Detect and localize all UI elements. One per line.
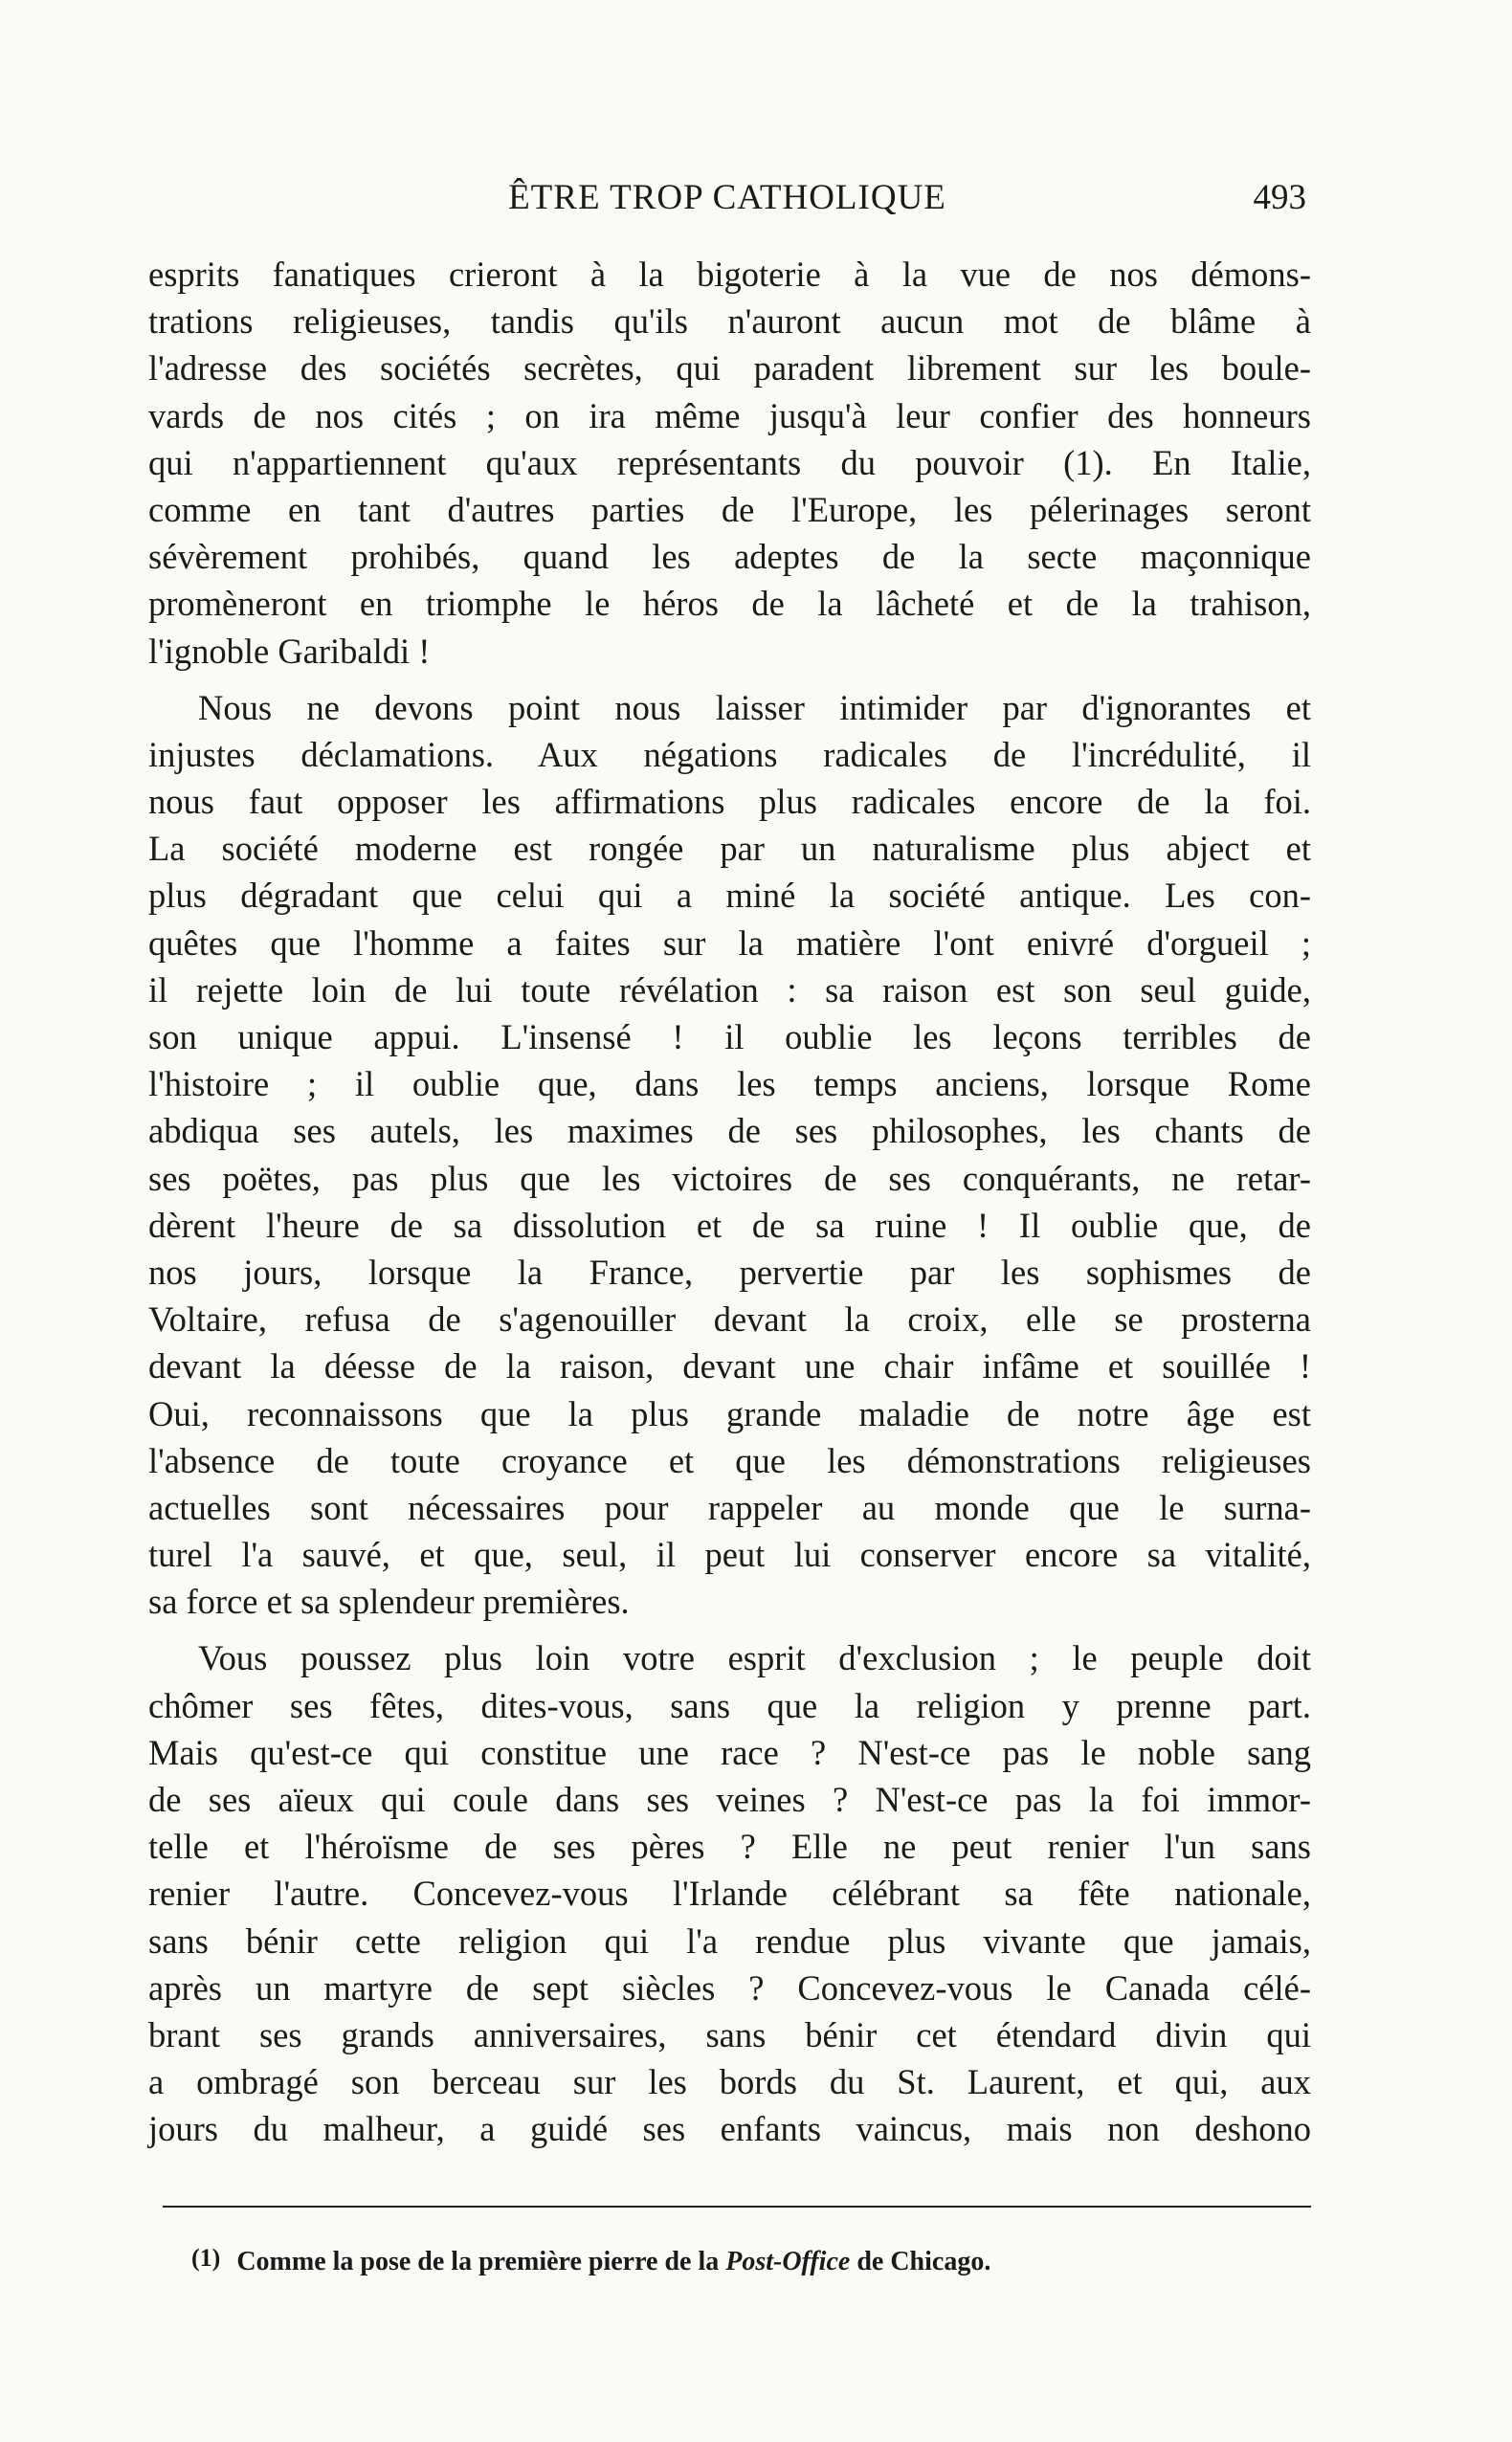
text-line: sa force et sa splendeur premières. (148, 1582, 630, 1622)
text-line: qui n'appartiennent qu'aux représentants du pouvoir (1). En Italie, (148, 442, 1311, 482)
text-line: chômer ses fêtes, dites-vous, sans que la religion y prenne part. (148, 1685, 1311, 1725)
text-line: son unique appui. L'insensé ! il oublie les leçons terribles de (148, 1017, 1311, 1056)
text-line: vards de nos cités ; on ira même jusqu'à leur confier des honneurs (148, 395, 1311, 435)
text-line: Oui, reconnaissons que la plus grande maladie de notre âge est (148, 1393, 1311, 1433)
text-line: l'adresse des sociétés secrètes, qui paradent librement sur les boule- (148, 348, 1311, 388)
page-header (148, 177, 1306, 225)
text-line: quêtes que l'homme a faites sur la matière l'ont enivré d'orgueil ; (148, 922, 1311, 963)
text-line: renier l'autre. Concevez-vous l'Irlande célébrant sa fête nationale, (148, 1874, 1311, 1914)
footnote-text-end: de Chicago. (856, 2247, 991, 2276)
text-line: de ses aïeux qui coule dans ses veines ? N'est-ce pas la foi immor- (148, 1780, 1311, 1819)
text-line: l'absence de toute croyance et que les démonstrations religieuses (148, 1440, 1311, 1480)
text-line: l'histoire ; il oublie que, dans les temps anciens, lorsque Rome (148, 1064, 1311, 1104)
text-line: devant la déesse de la raison, devant une chair infâme et souillée ! (148, 1346, 1311, 1387)
running-title: ÊTRE TROP CATHOLIQUE (508, 178, 946, 217)
text-line: Mais qu'est-ce qui constitue une race ? N'est-ce pas le noble sang (148, 1732, 1311, 1772)
text-line: il rejette loin de lui toute révélation : sa raison est son seul guide, (148, 969, 1311, 1010)
text-line: abdiqua ses autels, les maximes de ses philosophes, les chants de (148, 1111, 1311, 1151)
text-line: Vous poussez plus loin votre esprit d'exclusion ; le peuple doit (198, 1638, 1311, 1678)
text-line: comme en tant d'autres parties de l'Europe, les pélerinages seront (148, 489, 1311, 529)
body-text (148, 251, 1311, 2153)
text-line: brant ses grands anniversaires, sans bénir cet étendard divin qui (148, 2014, 1311, 2054)
text-line: nous faut opposer les affirmations plus radicales encore de la foi. (148, 782, 1311, 822)
paragraph-2 (148, 684, 1311, 1626)
text-line: turel l'a sauvé, et que, seul, il peut lui conserver encore sa vitalité, (148, 1535, 1311, 1575)
text-line: injustes déclamations. Aux négations radicales de l'incrédulité, il (148, 734, 1311, 774)
text-line: trations religieuses, tandis qu'ils n'auront aucun mot de blâme à (148, 301, 1311, 342)
text-line: La société moderne est rongée par un naturalisme plus abject et (148, 829, 1311, 869)
footnote-divider (163, 2206, 1311, 2208)
page-number: 493 (1253, 178, 1306, 217)
text-line: telle et l'héroïsme de ses pères ? Elle ne peut renier l'un sans (148, 1827, 1311, 1867)
text-line: plus dégradant que celui qui a miné la société antique. Les con- (148, 876, 1311, 916)
text-line: nos jours, lorsque la France, pervertie par les sophismes de (148, 1252, 1311, 1292)
text-line: promèneront en triomphe le héros de la lâcheté et de la trahison, (148, 584, 1311, 624)
footnote-marker: (1) (191, 2244, 221, 2272)
text-line: esprits fanatiques crieront à la bigoterie à la vue de nos démons- (148, 255, 1311, 294)
text-line: ses poëtes, pas plus que les victoires de ses conquérants, ne retar- (148, 1158, 1311, 1198)
footnote-text: Comme la pose de la première pierre de la (236, 2247, 720, 2276)
text-line: Nous ne devons point nous laisser intimider par d'ignorantes et (198, 687, 1311, 727)
paragraph-3 (148, 1634, 1311, 2152)
footnote-italic: Post-Office (725, 2247, 851, 2276)
text-line: sans bénir cette religion qui l'a rendue plus vivante que jamais, (148, 1920, 1311, 1961)
footnote (191, 2244, 990, 2277)
text-line: actuelles sont nécessaires pour rappeler au monde que le surna- (148, 1487, 1311, 1527)
text-line: sévèrement prohibés, quand les adeptes de la secte maçonnique (148, 537, 1311, 577)
text-line: dèrent l'heure de sa dissolution et de sa ruine ! Il oublie que, de (148, 1205, 1311, 1245)
text-line: jours du malheur, a guidé ses enfants vaincus, mais non deshono (148, 2109, 1311, 2149)
text-line: l'ignoble Garibaldi ! (148, 631, 431, 671)
text-line: a ombragé son berceau sur les bords du St. Laurent, et qui, aux (148, 2062, 1311, 2102)
paragraph-1 (148, 251, 1311, 675)
text-line: Voltaire, refusa de s'agenouiller devant la croix, elle se prosterna (148, 1299, 1311, 1340)
text-line: après un martyre de sept siècles ? Concevez-vous le Canada célé- (148, 1967, 1311, 2008)
